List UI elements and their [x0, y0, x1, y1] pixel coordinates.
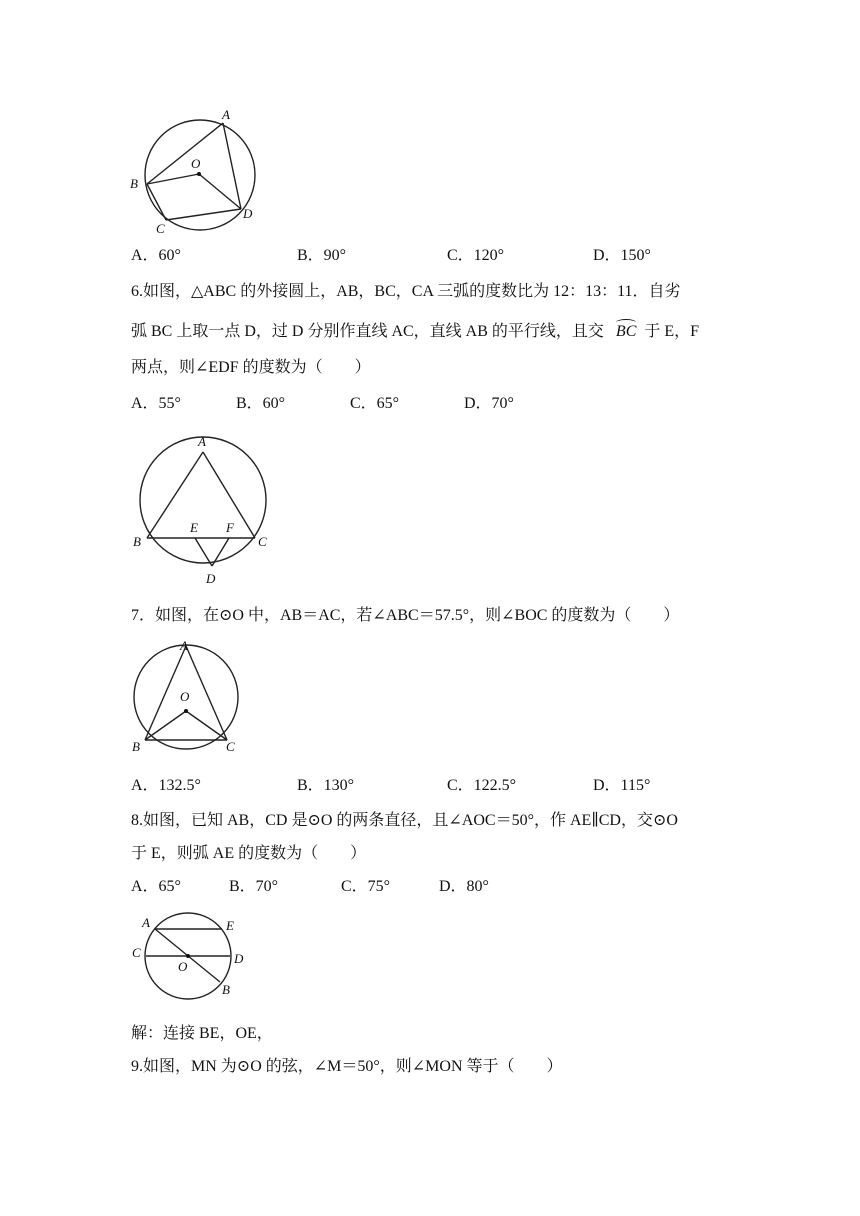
fig5-label-o: O — [191, 156, 201, 171]
q8-stem-line2: 于 E，则弧 AE 的度数为（ ） — [131, 845, 367, 862]
fig5-label-b: B — [130, 176, 138, 191]
q7-option-b: B．130° — [297, 777, 355, 794]
figure-q6-drawing — [140, 437, 266, 566]
q7-stem-line1: 7．如图，在⊙O 中，AB＝AC，若∠ABC＝57.5°，则∠BOC 的度数为（ ） — [131, 607, 680, 624]
q6-option-c: C．65° — [350, 395, 400, 412]
fig6-label-c: C — [258, 534, 267, 549]
fig6-label-a: A — [198, 434, 206, 449]
fig8-label-b: B — [222, 982, 230, 997]
fig8-label-d: D — [234, 951, 244, 966]
q6-stem-line1: 6.如图，△ABC 的外接圆上，AB，BC，CA 三弧的度数比为 12：13：11．自劣 — [131, 283, 681, 300]
fig6-label-d: D — [206, 571, 216, 586]
q8-option-d: D．80° — [439, 878, 489, 895]
figure-q5-drawing — [145, 120, 255, 230]
fig6-label-b: B — [133, 534, 141, 549]
q6-option-a: A．55° — [131, 395, 181, 412]
q8-option-b: B．70° — [229, 878, 279, 895]
fig8-label-e: E — [226, 918, 234, 933]
figure-q8-drawing — [145, 913, 231, 999]
q8-option-c: C．75° — [341, 878, 391, 895]
q7-option-c: C．122.5° — [447, 777, 517, 794]
fig6-label-e: E — [190, 520, 198, 535]
q5-option-d: D．150° — [593, 247, 651, 264]
q6-stem-line2 — [131, 322, 699, 342]
q6-option-d: D．70° — [464, 395, 514, 412]
fig8-circle — [145, 913, 231, 999]
q8-solution: 解：连接 BE，OE， — [131, 1025, 273, 1042]
arc-bc-notation: BC — [615, 323, 637, 340]
q6-stem-line3: 两点，则∠EDF 的度数为（ ） — [131, 359, 371, 376]
fig5-label-c: C — [156, 221, 165, 236]
fig7-label-a: A — [180, 638, 188, 653]
q9-stem-line1: 9.如图，MN 为⊙O 的弦，∠M＝50°，则∠MON 等于（ ） — [131, 1058, 563, 1075]
fig7-label-b: B — [132, 739, 140, 754]
fig8-label-a: A — [142, 915, 150, 930]
fig8-label-c: C — [132, 945, 141, 960]
fig5-circle — [145, 120, 255, 230]
q8-option-a: A．65° — [131, 878, 181, 895]
q6-stem-line2-post: 于 E，F — [644, 323, 700, 340]
q5-option-b: B．90° — [297, 247, 347, 264]
q8-stem-line1: 8.如图，已知 AB，CD 是⊙O 的两条直径，且∠AOC＝50°，作 AE∥CD，交⊙O — [131, 812, 678, 829]
fig7-circle — [134, 645, 238, 749]
fig7-label-o: O — [180, 689, 190, 704]
fig5-label-d: D — [243, 206, 253, 221]
fig7-label-c: C — [226, 739, 235, 754]
fig6-label-f: F — [226, 520, 234, 535]
q7-option-a: A．132.5° — [131, 777, 201, 794]
q7-option-d: D．115° — [593, 777, 651, 794]
q6-stem-line2-pre: 弧 BC 上取一点 D，过 D 分别作直线 AC，直线 AB 的平行线，且交 — [131, 323, 604, 340]
figure-q7-drawing — [134, 645, 238, 749]
q5-option-c: C．120° — [447, 247, 505, 264]
fig6-circle — [140, 437, 266, 563]
q5-option-a: A．60° — [131, 247, 181, 264]
fig5-label-a: A — [222, 107, 230, 122]
fig8-label-o: O — [178, 959, 188, 974]
q6-option-b: B．60° — [236, 395, 286, 412]
